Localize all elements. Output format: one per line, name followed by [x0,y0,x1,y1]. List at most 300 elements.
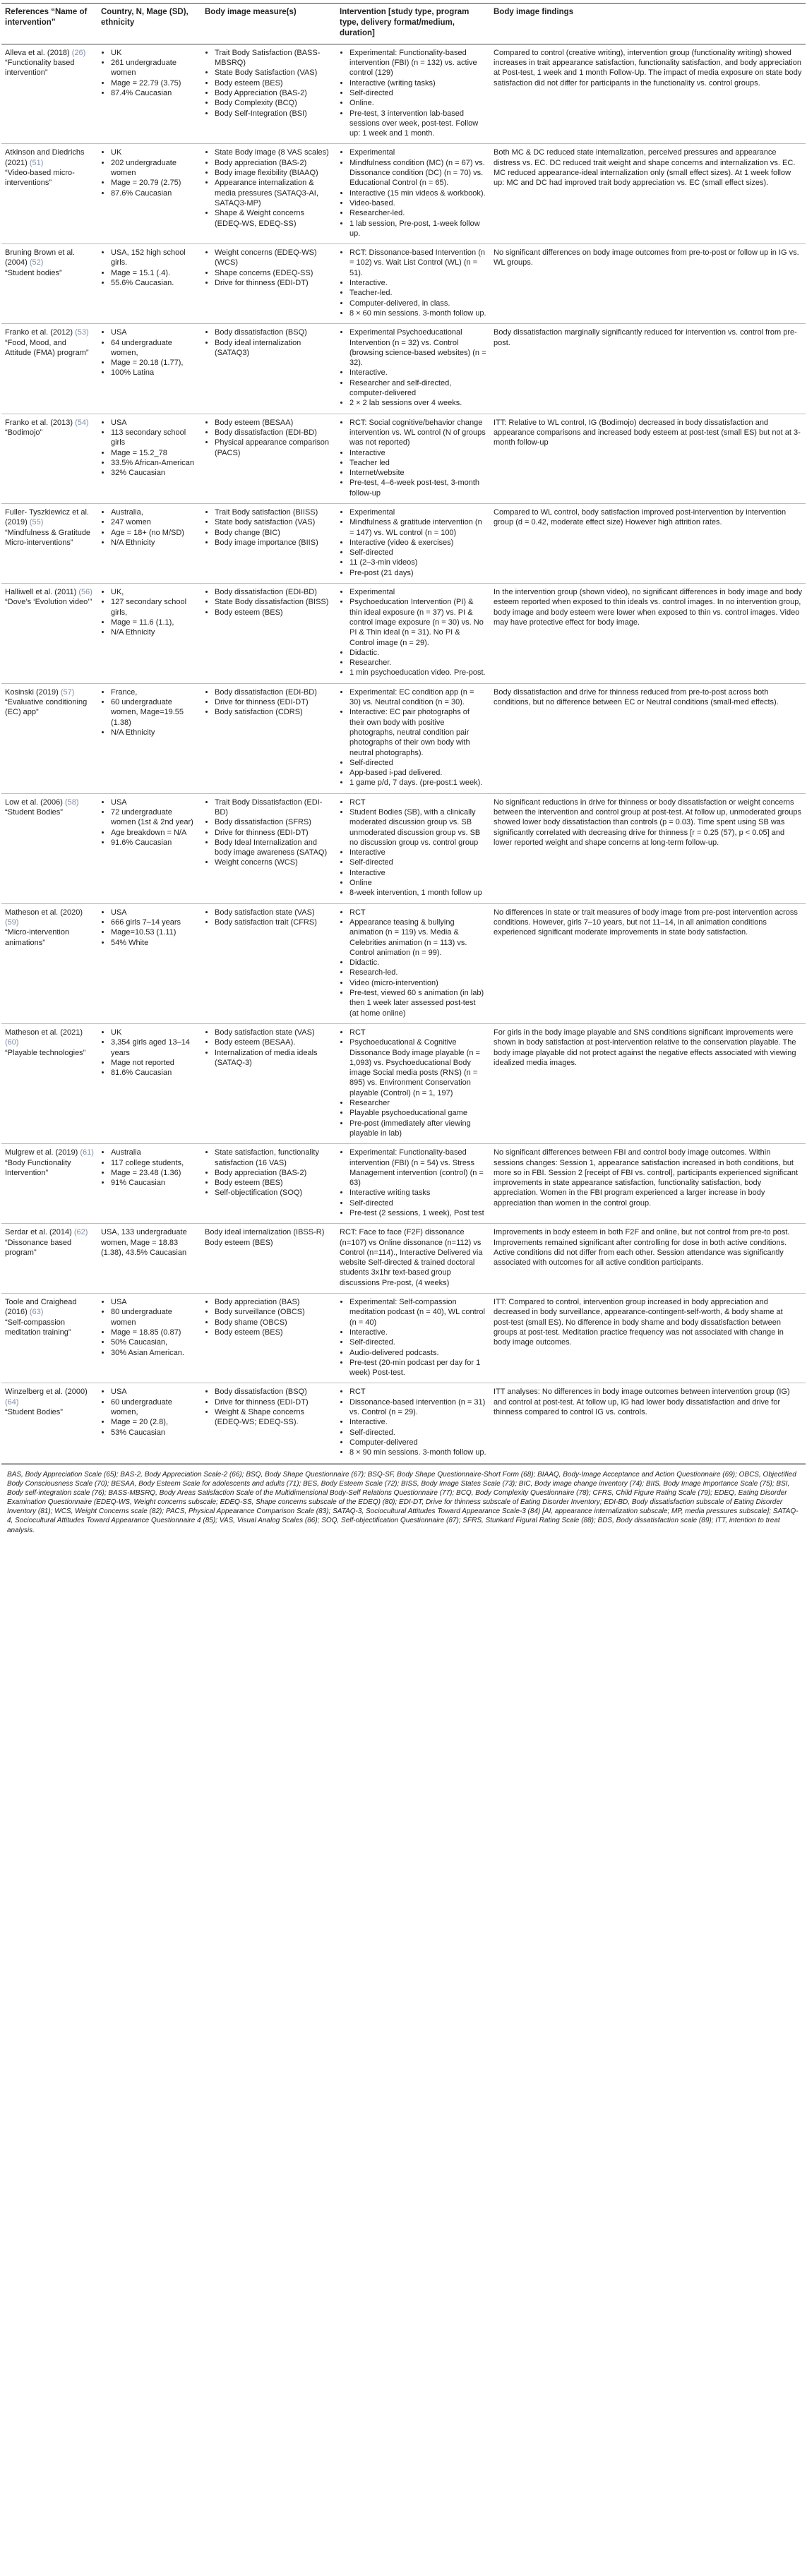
intervention-item: • 1 lab session, Pre-post, 1-week follow up. [349,219,486,239]
table-row [1,144,806,244]
country-item: • 87.4% Caucasian [111,88,198,98]
citation-link[interactable]: (51) [29,158,44,167]
country-item: • 81.6% Caucasian [111,1068,198,1078]
country-item: • 50% Caucasian, [111,1337,198,1347]
intervention-item: • Self-directed [349,548,486,558]
measure-item: • Body Complexity (BCQ) [215,98,333,108]
country-item: • 117 college students, [111,1158,198,1168]
country-cell [97,584,201,684]
intervention-cell-list [340,1387,486,1457]
table-row [1,503,806,583]
measure-item: • Body ideal internalization (SATAQ3) [215,338,333,359]
country-item: • USA [111,798,198,807]
citation-link[interactable]: (59) [5,917,19,927]
intervention-item: • 1 game p/d, 7 days. (pre-post:1 week). [349,778,486,788]
intervention-cell [336,793,490,903]
findings-cell: Body dissatisfaction and drive for thinness reduced from pre-to-post across both conditions, but no difference between EC or Neutral conditions (small-med effects). [490,683,806,793]
measures-cell-list [205,148,333,228]
intervention-item: • Pre-test, viewed 60 s animation (in lab) then 1 week later assessed post-test (at home online) [349,988,486,1018]
citation-link[interactable]: (64) [5,1397,19,1407]
table-row [1,1383,806,1463]
measure-item: • Body esteem (BES) [215,1178,333,1188]
intervention-item: • Interactive [349,868,486,878]
country-item: • Mage = 20.79 (2.75) [111,178,198,188]
measure-item: • Self-objectification (SOQ) [215,1188,333,1198]
intervention-item: • Pre-test, 3 intervention lab-based sessions over week, post-test. Follow up: 1 week and 1 month. [349,109,486,139]
measure-item: • Body dissatisfaction (EDI-BD) [215,428,333,438]
intervention-item: • Online [349,878,486,888]
reference-cell [1,44,97,144]
reference-cell [1,244,97,324]
intervention-item: • 8-week intervention, 1 month follow up [349,888,486,898]
country-cell-list [101,1148,198,1188]
measure-item: • Body Ideal Internalization and body image awareness (SATAQ) [215,838,333,858]
measures-cell [201,1294,336,1383]
measure-item: • Body dissatisfaction (EDI-BD) [215,687,333,697]
intervention-cell [336,683,490,793]
reference-cell [1,683,97,793]
citation-link[interactable]: (26) [71,48,86,57]
intervention-item: • Experimental: Self-compassion meditation podcast (n = 40), WL control (n = 40) [349,1297,486,1328]
measure-item: • Drive for thinness (EDI-DT) [215,1397,333,1407]
measure-item: • State Body image (8 VAS scales) [215,148,333,157]
country-cell-list [101,587,198,637]
intervention-item: • Experimental: EC condition app (n = 30) vs. Neutral condition (n = 30). [349,687,486,708]
intervention-cell-list [340,1028,486,1138]
measure-item: • Body surveillance (OBCS) [215,1307,333,1317]
reference-author: Franko et al. (2012) [5,328,73,337]
measure-item: • Body esteem (BES) [215,608,333,618]
country-cell [97,244,201,324]
measure-item: • Body Appreciation (BAS-2) [215,88,333,98]
intervention-name: “Dove’s ‘Evolution video’” [5,598,92,607]
findings-cell: Improvements in body esteem in both F2F and online, but not control from pre-to post. Improvements remained significant after controlling for dose in both active conditions. Active conditions did not differ from each other. Session attendance was significantly associated with outcomes for all active condition participants. [490,1224,806,1294]
table-row [1,1294,806,1383]
measure-item: • Body image importance (BIIS) [215,538,333,548]
country-item: • 127 secondary school girls, [111,597,198,618]
measures-cell [201,503,336,583]
intervention-name: “Evaluative conditioning (EC) app” [5,698,88,717]
findings-cell: No significant differences on body image outcomes from pre-to-post or follow up in IG vs. WL groups. [490,244,806,324]
measure-item: • State body satisfaction (VAS) [215,517,333,527]
measures-cell [201,683,336,793]
intervention-cell [336,1023,490,1143]
country-item: • 53% Caucasian [111,1428,198,1438]
intervention-cell-list [340,1297,486,1378]
intervention-item: • Self-directed. [349,1337,486,1347]
intervention-cell [336,414,490,503]
intervention-item: • Experimental: Functionality-based intervention (FBI) (n = 132) vs. active control (129) [349,48,486,78]
measure-item: • Body Self-Integration (BSI) [215,109,333,119]
intervention-item: • RCT [349,1028,486,1037]
reference-cell [1,503,97,583]
country-item: • Mage = 20.18 (1.77), [111,358,198,368]
citation-link[interactable]: (53) [75,328,89,337]
measures-cell [201,793,336,903]
citation-link[interactable]: (55) [29,518,44,527]
header-measures: Body image measure(s) [201,4,336,44]
intervention-cell [336,44,490,144]
intervention-item: • Interactive writing tasks [349,1188,486,1198]
measure-item: • Body shame (OBCS) [215,1318,333,1328]
country-cell-list [101,48,198,98]
measure-item: • Body satisfaction (CDRS) [215,707,333,717]
measure-item: • Internalization of media ideals (SATAQ-3) [215,1048,333,1069]
measures-cell-list [205,1148,333,1198]
measure-item: • Body satisfaction state (VAS) [215,908,333,917]
intervention-item: • Researcher and self-directed, computer-delivered [349,378,486,399]
intervention-item: • Researcher [349,1098,486,1108]
country-cell [97,903,201,1023]
intervention-item: • Self-directed [349,857,486,867]
measures-cell [201,244,336,324]
reference-author: Matheson et al. (2021) [5,1028,83,1037]
country-item: • 72 undergraduate women (1st & 2nd year) [111,807,198,828]
intervention-item: • Experimental Psychoeducational Intervention (n = 32) vs. Control (browsing science-based websites) (n = 32). [349,327,486,368]
country-cell-list [101,1387,198,1437]
country-item: • Mage not reported [111,1058,198,1068]
intervention-item: • Interactive (15 min videos & workbook). [349,188,486,198]
measures-cell [201,414,336,503]
country-item: • Mage = 15.1 (.4). [111,268,198,278]
citation-link[interactable]: (63) [29,1308,44,1317]
table-row [1,793,806,903]
intervention-name: “Micro-intervention animations” [5,928,70,947]
intervention-item: • Mindfulness & gratitude intervention (n = 147) vs. WL control (n = 100) [349,517,486,538]
reference-cell [1,1224,97,1294]
measure-item: • Body esteem (BES) [215,78,333,88]
country-item: • 91.6% Caucasian [111,838,198,848]
intervention-item: • Didactic. [349,648,486,658]
intervention-cell-list [340,798,486,898]
measures-cell-list [205,507,333,548]
intervention-item: • Interactive [349,848,486,857]
intervention-item: • Interactive (writing tasks) [349,78,486,88]
country-cell [97,324,201,414]
intervention-item: • Psychoeducational & Cognitive Dissonance Body image playable (n = 1,093) vs. Psychoeducational Body image Social media posts (RNS) (n = 895) vs. Environment Conservation playable (Control) (n = 1, 197) [349,1037,486,1098]
intervention-item: • 11 (2–3-min videos) [349,558,486,567]
measures-cell-list [205,687,333,718]
table-row [1,683,806,793]
intervention-name: “Self-compassion meditation training” [5,1318,71,1337]
intervention-item: • RCT: Social cognitive/behavior change intervention vs. WL control (N of groups was not reported) [349,418,486,448]
intervention-name: “Student Bodies” [5,808,63,817]
intervention-item: • 8 × 60 min sessions. 3-month follow up. [349,308,486,318]
intervention-item: • Interactive. [349,278,486,288]
country-item: • USA, 152 high school girls. [111,248,198,268]
reference-author: Halliwell et al. (2011) [5,588,77,597]
intervention-item: • Self-directed [349,758,486,768]
country-item: • N/A Ethnicity [111,728,198,738]
country-item: • 55.6% Caucasian. [111,278,198,288]
country-item: • 261 undergraduate women [111,58,198,78]
reference-author: Low et al. (2006) [5,798,63,807]
intervention-cell-list [340,148,486,239]
country-item: • 54% White [111,938,198,948]
measures-cell [201,584,336,684]
intervention-cell [336,1144,490,1224]
country-cell-list [101,908,198,948]
intervention-item: • Dissonance-based intervention (n = 31) vs. Control (n = 29). [349,1397,486,1418]
country-cell-list [101,148,198,198]
intervention-name: “Mindfulness & Gratitude Micro-interventions” [5,528,91,547]
intervention-cell [336,584,490,684]
reference-author: Serdar et al. (2014) [5,1228,72,1237]
measure-item: • Weight concerns (EDEQ-WS) (WCS) [215,248,333,268]
intervention-item: • Pre-post (21 days) [349,568,486,578]
measure-line: Body ideal internalization (IBSS-R) [205,1228,325,1237]
intervention-item: • Playable psychoeducational game [349,1108,486,1118]
country-item: • Australia, [111,507,198,517]
intervention-item: • Mindfulness condition (MC) (n = 67) vs. Dissonance condition (DC) (n = 70) vs. Educational Control (n = 65). [349,158,486,188]
country-cell [97,1144,201,1224]
measures-cell [201,44,336,144]
intervention-name: “Playable technologies” [5,1048,86,1057]
intervention-item: • RCT [349,798,486,807]
intervention-item: • Experimental [349,148,486,157]
country-item: • 33.5% African-American [111,458,198,468]
measures-cell [201,1144,336,1224]
reference-author: Atkinson and Diedrichs (2021) [5,148,85,167]
country-cell [97,44,201,144]
citation-link[interactable]: (54) [75,418,89,427]
country-cell-list [101,1297,198,1358]
country-item: • Mage = 15.2_78 [111,448,198,458]
table-body [1,44,806,1463]
reference-cell [1,1023,97,1143]
measures-cell-list [205,48,333,119]
findings-cell: Body dissatisfaction marginally significantly reduced for intervention vs. control from pre-post. [490,324,806,414]
measure-item: • State Body dissatisfaction (BISS) [215,597,333,607]
intervention-cell-list [340,908,486,1018]
intervention-item: • 8 × 90 min sessions. 3-month follow up. [349,1448,486,1457]
country-item: • 60 undergraduate women, Mage=19.55 (1.38) [111,697,198,728]
intervention-cell [336,503,490,583]
measures-cell [201,144,336,244]
reference-cell [1,903,97,1023]
intervention-item: • Interactive. [349,1417,486,1427]
citation-link[interactable]: (56) [78,588,92,597]
country-item: • France, [111,687,198,697]
intervention-name: “Dissonance based program” [5,1238,72,1257]
findings-cell: For girls in the body image playable and SNS conditions significant improvements were shown in body satisfaction at post-intervention relative to the conservation playable. The body image playable did not protect against the negative effects associated with viewing idealized media images. [490,1023,806,1143]
measures-cell [201,1224,336,1294]
intervention-item: • Student Bodies (SB), with a clinically moderated discussion group vs. SB unmoderated discussion group vs. SB no discussion group vs. control group [349,807,486,848]
intervention-item: • Teacher-led. [349,288,486,298]
intervention-item: • Pre-post (immediately after viewing playable in lab) [349,1119,486,1139]
intervention-name: “Functionality based intervention” [5,59,75,78]
intervention-item: • Online. [349,98,486,108]
intervention-item: • Didactic. [349,958,486,968]
citation-link[interactable]: (52) [29,258,44,267]
country-cell-list [101,418,198,479]
country-item: • Age breakdown = N/A [111,828,198,838]
intervention-item: • Experimental: Functionality-based intervention (FBI) (n = 54) vs. Stress Management intervention (control) (n = 63) [349,1148,486,1188]
country-item: • 3,354 girls aged 13–14 years [111,1037,198,1058]
country-item: • Mage = 18.85 (0.87) [111,1328,198,1337]
country-item: • Mage=10.53 (1.11) [111,927,198,937]
intervention-item: • Self-directed. [349,1428,486,1438]
intervention-name: “Food, Mood, and Attitude (FMA) program” [5,338,89,357]
table-header [1,4,806,44]
table-row [1,324,806,414]
intervention-cell-list [340,327,486,408]
country-item: • USA [111,327,198,337]
reference-cell [1,1144,97,1224]
intervention-item: • Computer-delivered [349,1438,486,1448]
country-item: • Mage = 20 (2.8), [111,1417,198,1427]
country-cell-list [101,1028,198,1078]
country-item: • UK [111,148,198,157]
country-item: • USA [111,1297,198,1307]
intervention-cell-list [340,48,486,139]
table-row [1,1144,806,1224]
measure-item: • Drive for thinness (EDI-DT) [215,828,333,838]
country-item: • 666 girls 7–14 years [111,917,198,927]
table-row [1,244,806,324]
country-cell [97,1383,201,1463]
country-item: • 60 undergraduate women, [111,1397,198,1418]
measure-item: • Weight concerns (WCS) [215,857,333,867]
table-row [1,584,806,684]
country-item: • 113 secondary school girls [111,428,198,448]
table-row [1,903,806,1023]
measures-cell-list [205,1297,333,1337]
measure-item: • Trait Body satisfaction (BIISS) [215,507,333,517]
intervention-cell-list [340,587,486,678]
intervention-item: • Pre-test (20-min podcast per day for 1 week) Post-test. [349,1358,486,1378]
citation-link[interactable]: (62) [73,1228,88,1237]
intervention-item: • Teacher led [349,458,486,468]
measure-item: • Body satisfaction state (VAS) [215,1028,333,1037]
intervention-item: • Researcher-led. [349,208,486,218]
measure-line: Body esteem (BES) [205,1238,273,1247]
reference-author: Franko et al. (2013) [5,418,73,427]
measure-item: • Shape & Weight concerns (EDEQ-WS, EDEQ-SS) [215,208,333,229]
measures-cell-list [205,1028,333,1068]
citation-link[interactable]: (61) [80,1148,94,1157]
header-row [1,4,806,44]
country-item: • UK, [111,587,198,597]
country-cell [97,503,201,583]
reference-cell [1,1294,97,1383]
country-item: • 32% Caucasian [111,468,198,478]
country-cell [97,144,201,244]
citation-link[interactable]: (57) [60,687,75,697]
intervention-name: “Student Bodies” [5,1408,63,1417]
intervention-item: • Self-directed [349,1198,486,1208]
country-item: • UK [111,1028,198,1037]
country-item: • Mage = 22.79 (3.75) [111,78,198,88]
measure-item: • Body appreciation (BAS-2) [215,1168,333,1178]
studies-table [1,3,806,1464]
intervention-item: • Internet/website [349,468,486,478]
reference-cell [1,414,97,503]
intervention-name: “Video-based micro-interventions” [5,169,75,188]
intervention-cell [336,903,490,1023]
country-item: • Age = 18+ (no M/SD) [111,528,198,538]
citation-link[interactable]: (58) [65,798,79,807]
measure-item: • Body appreciation (BAS) [215,1297,333,1307]
findings-cell: No significant reductions in drive for thinness or body dissatisfaction or weight concerns between the intervention and control group at post-test. At follow up, unmoderated groups showed lower body dissatisfaction than controls (p = 0.03). Time spent using SB was significantly correlated with decreasing drive for thinness [r = 0.25 (57), p < 0.05] and lower reported weight and shape concerns at long-term follow-up. [490,793,806,903]
intervention-item: • Self-directed [349,88,486,98]
country-cell [97,414,201,503]
intervention-cell: RCT: Face to face (F2F) dissonance (n=107) vs Online dissonance (n=112) vs Control (n=114)., Interactive Delivered via website Self-directed & trained doctoral students 3x1hr text-based group discussions Pre-post, (4 weeks) [336,1224,490,1294]
measure-item: • Trait Body Dissatisfaction (EDI-BD) [215,798,333,818]
measure-item: • Drive for thinness (EDI-DT) [215,278,333,288]
measure-item: • Body dissatisfaction (BSQ) [215,327,333,337]
country-cell [97,1023,201,1143]
country-item: • Mage = 11.6 (1.1), [111,618,198,627]
intervention-item: • Video-based. [349,198,486,208]
measures-cell [201,1023,336,1143]
intervention-item: • 2 × 2 lab sessions over 4 weeks. [349,398,486,408]
reference-cell [1,793,97,903]
measure-item: • Body esteem (BES) [215,1328,333,1337]
measures-cell [201,903,336,1023]
measures-cell [201,1383,336,1463]
reference-author: Mulgrew et al. (2019) [5,1148,78,1157]
intervention-item: • Research-led. [349,968,486,977]
reference-author: Winzelberg et al. (2000) [5,1388,88,1397]
findings-cell: No significant differences between FBI and control body image outcomes. Within sessions changes: Session 1, appearance satisfaction increased in both conditions, but more so in FBI. Session 2 [receipt of FBI vs. control], participants experienced significant improvements in state appearance satisfaction, functionality satisfaction, body appreciation. Women in the FBI program experienced a larger increase in body appreciation than women in the control group. [490,1144,806,1224]
intervention-cell-list [340,507,486,578]
measures-cell-list [205,248,333,288]
country-item: • N/A Ethnicity [111,627,198,637]
findings-cell: ITT: Relative to WL control, IG (Bodimojo) decreased in body dissatisfaction and appearance comparisons and increased body esteem at post-test (small ES) but not at 3-month follow-up [490,414,806,503]
intervention-name: “Student bodies” [5,268,62,277]
country-cell-list [101,248,198,288]
reference-author: Fuller- Tyszkiewicz et al. (2019) [5,507,89,527]
country-item: • 64 undergraduate women, [111,338,198,359]
intervention-item: • Appearance teasing & bullying animation (n = 119) vs. Media & Celebrities animation (n = 113) vs. Control animation (n = 99). [349,917,486,958]
findings-cell: ITT analyses: No differences in body image outcomes between intervention group (IG) and control at post-test. At follow up, IG had lower body dissatisfaction and drive for thinness compared to control IG vs. controls. [490,1383,806,1463]
table-row [1,44,806,144]
measures-cell [201,324,336,414]
intervention-item: • Pre-test, 4–6-week post-test, 3-month follow-up [349,478,486,498]
intervention-item: • Interactive [349,448,486,458]
measures-cell-list [205,1387,333,1427]
measure-item: • Shape concerns (EDEQ-SS) [215,268,333,278]
reference-author: Alleva et al. (2018) [5,48,70,57]
country-cell-list [101,687,198,738]
reference-author: Toole and Craighead (2016) [5,1298,77,1317]
intervention-name: “Bodimojo” [5,428,43,437]
intervention-item: • Video (micro-intervention) [349,978,486,988]
country-item: • Australia [111,1148,198,1157]
measure-item: • Body dissatisfaction (SFRS) [215,817,333,827]
table-row [1,1023,806,1143]
intervention-cell [336,144,490,244]
country-item: • 30% Asian American. [111,1348,198,1358]
reference-cell [1,584,97,684]
measure-item: • Appearance internalization & media pressures (SATAQ3-AI, SATAQ3-MP) [215,178,333,208]
reference-cell [1,324,97,414]
country-item: • N/A Ethnicity [111,538,198,548]
country-item: • 80 undergraduate women [111,1307,198,1328]
measure-item: • Physical appearance comparison (PACS) [215,438,333,458]
country-cell [97,1294,201,1383]
country-item: • 100% Latina [111,368,198,378]
intervention-item: • App-based i-pad delivered. [349,768,486,778]
country-cell-list [101,798,198,848]
country-item: • 91% Caucasian [111,1178,198,1188]
country-cell [97,793,201,903]
intervention-item: • Interactive. [349,1328,486,1337]
measures-cell-list [205,587,333,618]
measure-item: • Body appreciation (BAS-2) [215,158,333,168]
citation-link[interactable]: (60) [5,1038,19,1047]
